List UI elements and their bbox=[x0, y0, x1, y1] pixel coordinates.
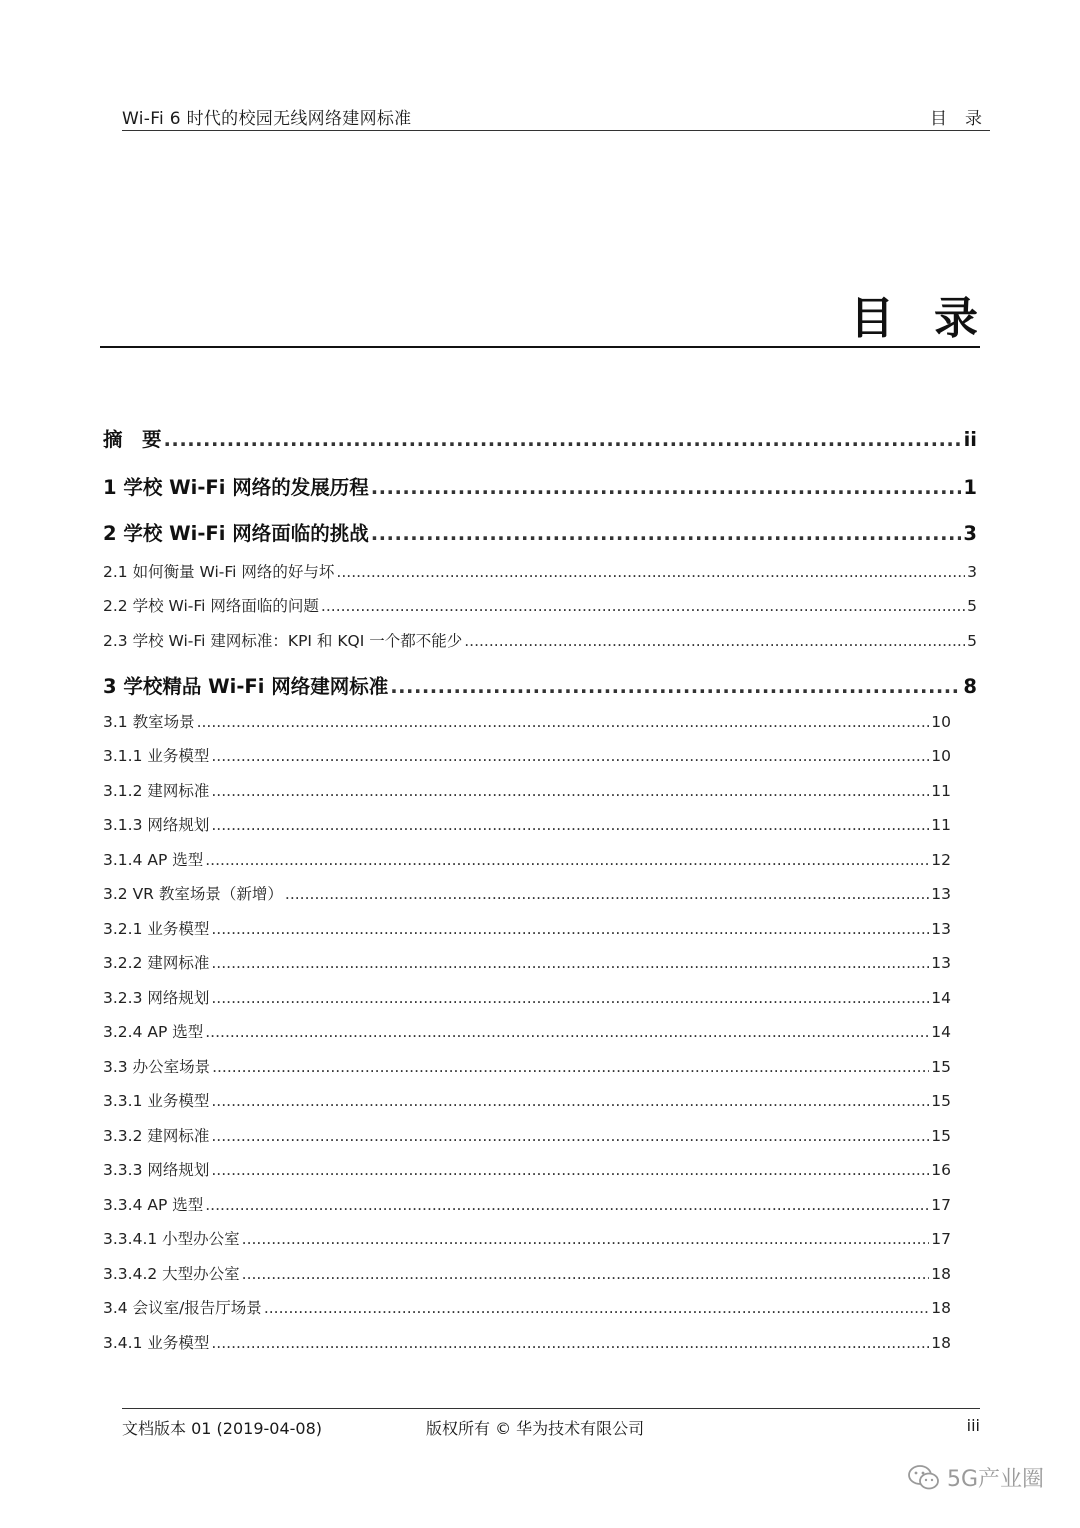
toc-entry[interactable] bbox=[103, 1296, 951, 1318]
toc-entry-label: 1 学校 Wi-Fi 网络的发展历程 bbox=[103, 476, 369, 499]
toc-leader-dots bbox=[211, 954, 929, 972]
toc-leader-dots bbox=[371, 476, 962, 499]
copyright-notice: 版权所有 © 华为技术有限公司 bbox=[426, 1419, 645, 1438]
toc-entry-page: 13 bbox=[931, 954, 951, 972]
watermark bbox=[907, 1462, 1044, 1493]
wechat-icon bbox=[907, 1464, 941, 1492]
toc-leader-dots bbox=[464, 632, 965, 650]
toc-leader-dots bbox=[336, 563, 965, 581]
header-section: 目录 bbox=[930, 109, 1000, 129]
toc-entry[interactable] bbox=[103, 1055, 951, 1077]
toc-entry-label: 3.2 VR 教室场景（新增） bbox=[103, 885, 283, 903]
toc-entry-label: 3.4.1 业务模型 bbox=[103, 1334, 210, 1352]
toc-entry-label: 3.3.1 业务模型 bbox=[103, 1092, 210, 1110]
toc-leader-dots bbox=[164, 428, 962, 451]
toc-entry[interactable] bbox=[103, 629, 977, 651]
toc-entry-page: 11 bbox=[931, 816, 951, 834]
toc-entry-page: 18 bbox=[931, 1265, 951, 1283]
toc-entry-page: 14 bbox=[931, 1023, 951, 1041]
toc-entry-page: 15 bbox=[931, 1127, 951, 1145]
toc-entry[interactable] bbox=[103, 951, 951, 973]
toc-entry-label: 3.1.3 网络规划 bbox=[103, 816, 210, 834]
toc-entry-page: 11 bbox=[931, 782, 951, 800]
toc-entry[interactable] bbox=[103, 1089, 951, 1111]
toc-entry[interactable] bbox=[103, 1124, 951, 1146]
toc-entry-page: 12 bbox=[931, 851, 951, 869]
toc-entry-label: 2.3 学校 Wi-Fi 建网标准：KPI 和 KQI 一个都不能少 bbox=[103, 632, 463, 650]
toc-entry-page: 10 bbox=[931, 713, 951, 731]
toc-entry[interactable] bbox=[103, 560, 977, 582]
toc-entry[interactable] bbox=[103, 813, 951, 835]
toc-entry-label: 3.4 会议室/报告厅场景 bbox=[103, 1299, 262, 1317]
toc-entry[interactable] bbox=[103, 472, 977, 500]
toc-leader-dots bbox=[211, 1127, 929, 1145]
toc-leader-dots bbox=[205, 851, 929, 869]
toc-entry-page: 8 bbox=[963, 675, 977, 698]
document-version: 文档版本 01 (2019-04-08) bbox=[122, 1419, 323, 1438]
toc-entry-page: 13 bbox=[931, 920, 951, 938]
toc-leader-dots bbox=[211, 1161, 929, 1179]
toc-entry[interactable] bbox=[103, 1262, 951, 1284]
toc-entry[interactable] bbox=[103, 518, 977, 546]
toc-entry-label: 3.1.2 建网标准 bbox=[103, 782, 210, 800]
toc-entry[interactable] bbox=[103, 1227, 951, 1249]
toc-entry-page: 10 bbox=[931, 747, 951, 765]
toc-entry[interactable] bbox=[103, 1331, 951, 1353]
toc-entry[interactable] bbox=[103, 424, 977, 452]
toc-entry-label: 3.3.4.1 小型办公室 bbox=[103, 1230, 240, 1248]
toc-leader-dots bbox=[371, 522, 962, 545]
header-title: Wi-Fi 6 时代的校园无线网络建网标准 bbox=[122, 109, 412, 129]
toc-entry-page: 14 bbox=[931, 989, 951, 1007]
toc-entry-label: 3 学校精品 Wi-Fi 网络建网标准 bbox=[103, 675, 389, 698]
toc-leader-dots bbox=[242, 1265, 930, 1283]
toc-entry[interactable] bbox=[103, 671, 977, 699]
toc-leader-dots bbox=[205, 1196, 929, 1214]
toc-leader-dots bbox=[197, 713, 930, 731]
toc-entry-label: 3.3.3 网络规划 bbox=[103, 1161, 210, 1179]
toc-entry-label: 3.2.3 网络规划 bbox=[103, 989, 210, 1007]
toc-entry-page: 16 bbox=[931, 1161, 951, 1179]
toc-entry-page: 3 bbox=[967, 563, 977, 581]
toc-entry-page: 15 bbox=[931, 1092, 951, 1110]
toc-entry[interactable] bbox=[103, 744, 951, 766]
page-number: iii bbox=[966, 1416, 980, 1435]
toc-entry[interactable] bbox=[103, 710, 951, 732]
toc-entry[interactable] bbox=[103, 1158, 951, 1180]
toc-leader-dots bbox=[242, 1230, 930, 1248]
toc-entry-label: 2 学校 Wi-Fi 网络面临的挑战 bbox=[103, 522, 369, 545]
toc-entry[interactable] bbox=[103, 848, 951, 870]
toc-leader-dots bbox=[212, 1058, 929, 1076]
toc-entry-label: 3.3 办公室场景 bbox=[103, 1058, 211, 1076]
toc-entry[interactable] bbox=[103, 594, 977, 616]
toc-entry-label: 3.1.1 业务模型 bbox=[103, 747, 210, 765]
toc-entry-label: 2.1 如何衡量 Wi-Fi 网络的好与坏 bbox=[103, 563, 335, 581]
toc-entry-page: 13 bbox=[931, 885, 951, 903]
toc-leader-dots bbox=[211, 782, 929, 800]
toc-entry-page: 18 bbox=[931, 1334, 951, 1352]
toc-leader-dots bbox=[211, 747, 929, 765]
toc-leader-dots bbox=[321, 597, 965, 615]
toc-leader-dots bbox=[211, 920, 929, 938]
toc-leader-dots bbox=[390, 675, 961, 698]
toc-entry-label: 2.2 学校 Wi-Fi 网络面临的问题 bbox=[103, 597, 319, 615]
toc-entry-page: 5 bbox=[967, 597, 977, 615]
toc-entry[interactable] bbox=[103, 1020, 951, 1042]
toc-entry-label: 3.3.2 建网标准 bbox=[103, 1127, 210, 1145]
table-of-contents bbox=[103, 0, 978, 1400]
toc-leader-dots bbox=[285, 885, 929, 903]
toc-entry-page: ii bbox=[963, 428, 977, 451]
toc-entry-page: 1 bbox=[963, 476, 977, 499]
toc-entry-label: 3.3.4.2 大型办公室 bbox=[103, 1265, 240, 1283]
toc-leader-dots bbox=[211, 1334, 929, 1352]
toc-leader-dots bbox=[211, 1092, 929, 1110]
toc-entry-page: 15 bbox=[931, 1058, 951, 1076]
toc-entry-page: 17 bbox=[931, 1196, 951, 1214]
watermark-text: 5G产业圈 bbox=[946, 1467, 1044, 1492]
toc-leader-dots bbox=[211, 989, 929, 1007]
toc-entry-page: 5 bbox=[967, 632, 977, 650]
toc-entry-label: 3.2.1 业务模型 bbox=[103, 920, 210, 938]
toc-leader-dots bbox=[211, 816, 929, 834]
toc-entry[interactable] bbox=[103, 1193, 951, 1215]
toc-leader-dots bbox=[264, 1299, 929, 1317]
toc-entry-page: 17 bbox=[931, 1230, 951, 1248]
toc-entry-label: 3.2.2 建网标准 bbox=[103, 954, 210, 972]
toc-leader-dots bbox=[205, 1023, 929, 1041]
toc-entry-label: 3.1 教室场景 bbox=[103, 713, 195, 731]
toc-entry-label: 3.2.4 AP 选型 bbox=[103, 1023, 204, 1041]
page-title: 目录 bbox=[850, 293, 1018, 344]
toc-entry[interactable] bbox=[103, 917, 951, 939]
toc-entry-label: 摘 要 bbox=[103, 428, 162, 451]
toc-entry[interactable] bbox=[103, 779, 951, 801]
toc-entry-label: 3.1.4 AP 选型 bbox=[103, 851, 204, 869]
toc-entry-label: 3.3.4 AP 选型 bbox=[103, 1196, 204, 1214]
toc-entry[interactable] bbox=[103, 882, 951, 904]
toc-entry-page: 3 bbox=[963, 522, 977, 545]
page-footer bbox=[122, 1408, 980, 1438]
toc-entry[interactable] bbox=[103, 986, 951, 1008]
toc-entry-page: 18 bbox=[931, 1299, 951, 1317]
